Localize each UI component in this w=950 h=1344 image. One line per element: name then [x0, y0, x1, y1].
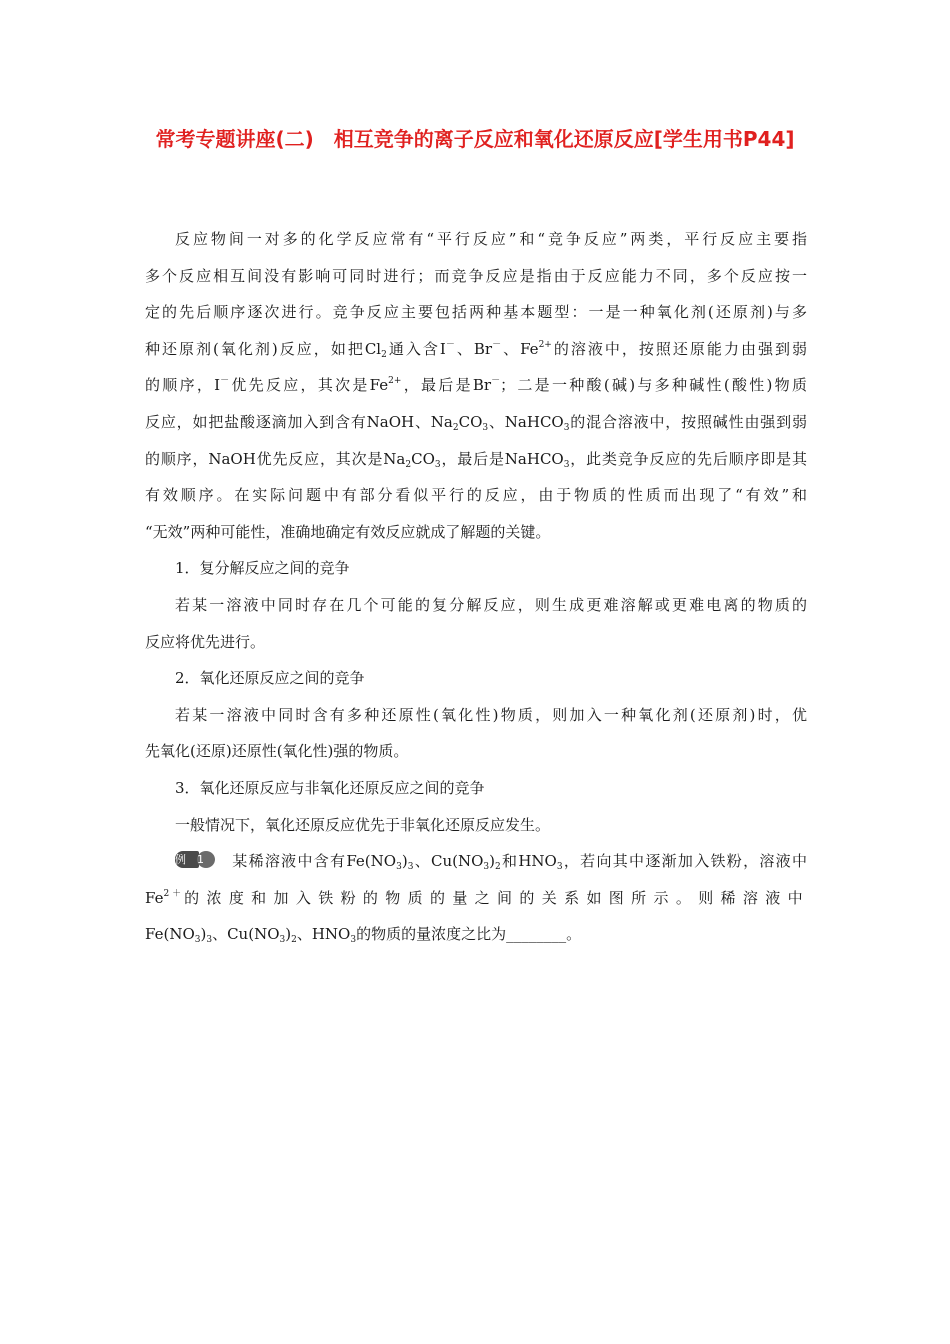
section-heading: 3．氧化还原反应与非氧化还原反应之间的竞争	[175, 778, 485, 797]
text-run: 有效顺序。在实际问题中有部分看似平行的反应，由于物质的性质而出现了“有效”和	[145, 486, 807, 505]
page-title: 常考专题讲座(二) 相互竞争的离子反应和氧化还原反应[学生用书P44]	[155, 127, 795, 151]
text-run: 。	[566, 925, 582, 944]
subscript: 3	[563, 422, 570, 433]
subscript: 3	[434, 459, 441, 470]
example-line	[145, 916, 807, 953]
text-run: 、NaHCO	[488, 412, 564, 431]
text-run: ；二是一种酸(碱)与多种碱性(酸性)物质	[500, 376, 807, 395]
section-heading: 1．复分解反应之间的竞争	[175, 559, 350, 578]
superscript: 2＋	[163, 888, 185, 899]
text-run: CO	[458, 412, 483, 431]
text-run: )	[401, 852, 408, 871]
text-run: CO	[411, 449, 435, 468]
text-run: 的溶液中，按照还原能力由强到弱	[551, 339, 807, 358]
example-1	[145, 843, 807, 953]
section-heading: 2．氧化还原反应之间的竞争	[175, 669, 365, 688]
subscript: 2	[495, 862, 501, 873]
section-line: 一般情况下，氧化还原反应优先于非氧化还原反应发生。	[175, 815, 551, 834]
text-run: 、HNO	[296, 925, 351, 944]
text-run: 多个反应相互间没有影响可同时进行；而竞争反应是指由于反应能力不同，多个反应按一	[145, 266, 807, 285]
intro-line	[145, 294, 807, 331]
superscript: －	[491, 376, 501, 387]
text-run: 、Fe	[501, 339, 539, 358]
text-run: ，最后是NaHCO	[440, 449, 564, 468]
text-run: 的浓度和加入铁粉的物质的量之间的关系如图所示。则稀溶液中	[184, 888, 808, 907]
text-run: )	[285, 925, 292, 944]
intro-line	[145, 404, 807, 441]
text-run: 的顺序，NaOH优先反应，其次是Na	[145, 449, 406, 468]
intro-line	[145, 221, 807, 258]
intro-line	[145, 441, 807, 478]
text-run: 反应物间一对多的化学反应常有“平行反应”和“竞争反应”两类，平行反应主要指	[175, 230, 807, 248]
text-run: ，最后是Br	[401, 376, 492, 395]
answer-blank[interactable]: ________	[506, 925, 567, 944]
intro-line	[145, 258, 807, 295]
subscript: 3	[279, 935, 286, 946]
section-3	[145, 770, 807, 843]
text-run: 种还原剂(氧化剂)反应，如把Cl	[145, 339, 382, 358]
subscript: 3	[194, 935, 201, 946]
section-2	[145, 660, 807, 770]
example-badge	[175, 851, 221, 868]
text-run: ，若向其中逐渐加入铁粉，溶液中	[562, 852, 807, 871]
text-run: 和HNO	[500, 852, 557, 871]
text-run: )	[489, 852, 496, 871]
text-run: 优先反应，其次是Fe	[229, 376, 389, 395]
subscript: 2	[381, 349, 387, 360]
superscript: －	[445, 339, 455, 350]
subscript: 2	[452, 422, 459, 433]
subscript: 3	[483, 862, 490, 873]
text-run: )	[200, 925, 207, 944]
text-run: 反应，如把盐酸逐滴加入到含有NaOH、Na	[145, 412, 453, 431]
document-body	[145, 221, 807, 953]
subscript: 2	[405, 459, 412, 470]
superscript: 2+	[388, 376, 402, 387]
text-run: 、Cu(NO	[212, 925, 280, 944]
section-line: 若某一溶液中同时含有多种还原性(氧化性)物质，则加入一种氧化剂(还原剂)时，优	[175, 705, 807, 724]
superscript: －	[492, 339, 502, 350]
subscript: 2	[291, 935, 297, 946]
example-line	[145, 843, 807, 880]
section-line: 反应将优先进行。	[145, 632, 266, 651]
intro-line	[145, 331, 807, 368]
intro-line	[145, 477, 807, 514]
subscript: 3	[350, 935, 357, 946]
subscript: 3	[563, 459, 570, 470]
intro-line	[145, 514, 807, 551]
example-badge-label: 例	[175, 851, 199, 868]
text-run: Fe	[145, 888, 164, 907]
example-badge-number: 1	[197, 851, 215, 868]
text-run: 、Cu(NO	[413, 852, 484, 871]
section-1	[145, 550, 807, 660]
superscript: 2+	[538, 339, 552, 350]
subscript: 3	[396, 862, 402, 873]
subscript: 3	[482, 422, 489, 433]
text-run: Fe(NO	[145, 925, 195, 944]
subscript: 3	[556, 862, 563, 873]
subscript: 3	[407, 862, 414, 873]
text-run: 的顺序，I	[145, 376, 221, 395]
intro-paragraph	[145, 221, 807, 550]
text-run: 、Br	[454, 339, 493, 358]
text-run: 的混合溶液中，按照碱性由强到弱	[569, 412, 807, 431]
text-run: 定的先后顺序逐次进行。竞争反应主要包括两种基本题型：一是一种氧化剂(还原剂)与多	[145, 303, 807, 322]
section-line: 若某一溶液中同时存在几个可能的复分解反应，则生成更难溶解或更难电离的物质的	[175, 595, 807, 614]
text-run: ，此类竞争反应的先后顺序即是其	[569, 449, 807, 468]
superscript: －	[220, 376, 230, 387]
text-run: “无效”两种可能性，准确地确定有效反应就成了解题的关键。	[145, 522, 551, 541]
text-run: 通入含I	[386, 339, 446, 358]
subscript: 3	[206, 935, 213, 946]
intro-line	[145, 367, 807, 404]
example-line	[145, 880, 807, 917]
section-line: 先氧化(还原)还原性(氧化性)强的物质。	[145, 742, 409, 761]
text-run: 某稀溶液中含有Fe(NO	[231, 852, 397, 871]
text-run: 的物质的量浓度之比为	[356, 925, 507, 944]
